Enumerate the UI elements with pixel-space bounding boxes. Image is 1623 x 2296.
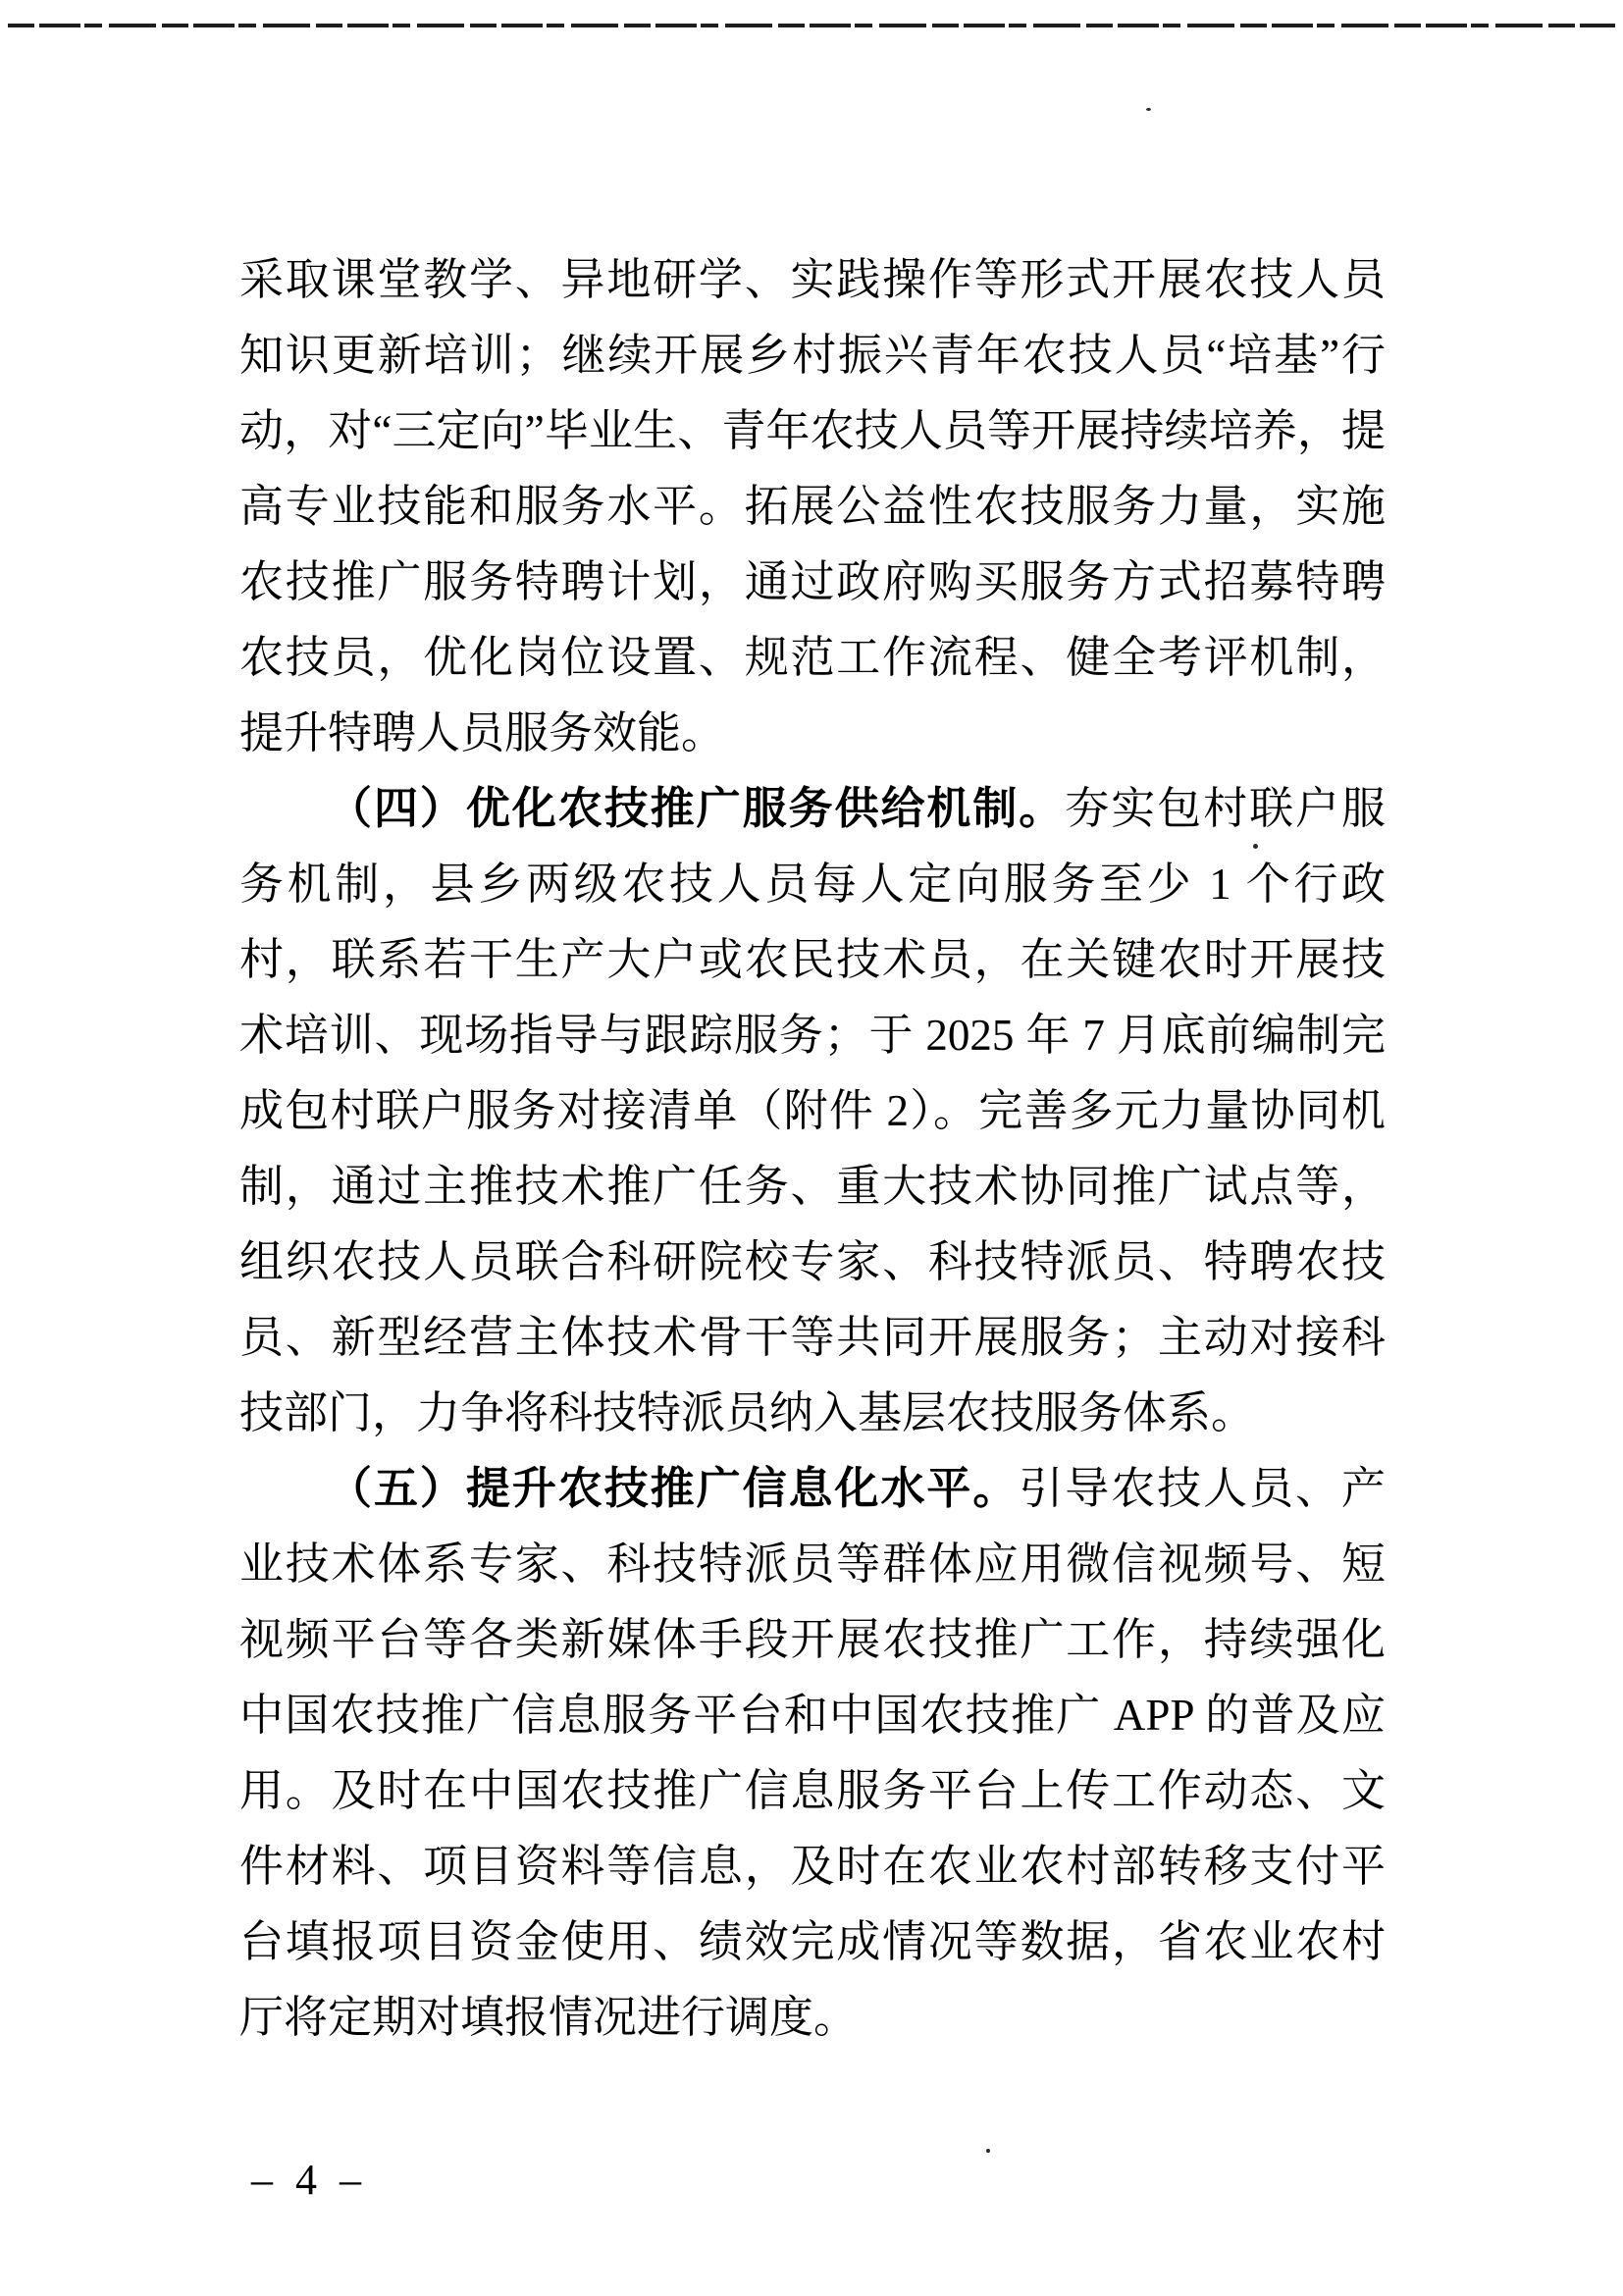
paragraph-text: 引导农技人员、产业技术体系专家、科技特派员等群体应用微信视频号、短视频平台等各类新媒体手段开展农技推广工作，持续强化中国农技推广信息服务平台和中国农技推广 APP 的普及应用。及时在中国农技推广信息服务平台上传工作动态、文件材料、项目资料等信息，及时在农业农村部转移支付平台填报项目资金使用、绩效完成情况等数据，省农业农村厅将定期对填报情况进行调度。 [239,1464,1386,2042]
scan-speck [986,2149,990,2153]
paragraph-section-4 [239,771,1386,1451]
scan-artifact-top-edge [8,24,1615,27]
section-4-heading: （四）优化农技推广服务供给机制。 [328,784,1066,833]
paragraph-section-5 [239,1451,1386,2056]
paragraph-text: 夯实包村联户服务机制，县乡两级农技人员每人定向服务至少 1 个行政村，联系若干生产大户或农民技术员，在关键农时开展技术培训、现场指导与跟踪服务；于 2025 年 7 月底前编制完成包村联户服务对接清单（附件 2）。完善多元力量协同机制，通过主推技术推广任务、重大技术协同推广试点等，组织农技人员联合科研院校专家、科技特派员、特聘农技员、新型经营主体技术骨干等共同开展服务；主动对接科技部门，力争将科技特派员纳入基层农技服务体系。 [239,784,1386,1437]
paragraph-text: 采取课堂教学、异地研学、实践操作等形式开展农技人员知识更新培训；继续开展乡村振兴青年农技人员“培基”行动，对“三定向”毕业生、青年农技人员等开展持续培养，提高专业技能和服务水平。拓展公益性农技服务力量，实施农技推广服务特聘计划，通过政府购买服务方式招募特聘农技员，优化岗位设置、规范工作流程、健全考评机制，提升特聘人员服务效能。 [239,255,1386,757]
scan-speck [1253,844,1258,849]
document-body [239,242,1386,2056]
paragraph-continuation [239,242,1386,771]
page-number: – 4 – [251,2156,367,2204]
section-5-heading: （五）提升农技推广信息化水平。 [328,1464,1020,1513]
scan-speck [1146,108,1151,111]
